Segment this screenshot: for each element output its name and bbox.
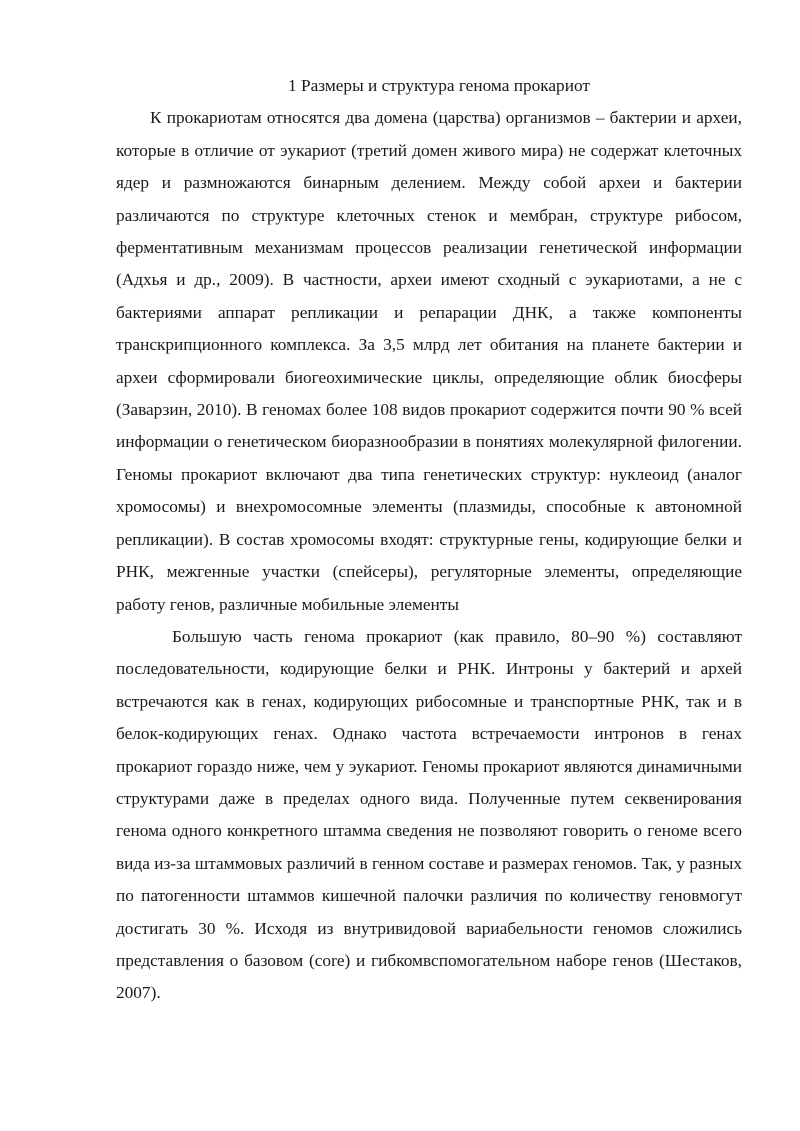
paragraph-2: Большую часть генома прокариот (как правило, 80–90 %) составляют последовательности, кодирующие белки и РНК. Интроны у бактерий и архей встречаются как в генах, кодирующих рибосомные и транспортные РНК, так и в белок-кодирующих генах. Однако частота встречаемости интронов в генах прокариот гораздо ниже, чем у эукариот. Геномы прокариот являются динамичными структурами даже в пределах одного вида. Полученные путем секвенирования генома одного конкретного штамма сведения не позволяют говорить о геноме всего вида из-за штаммовых различий в генном составе и размерах геномов. Так, у разных по патогенности штаммов кишечной палочки различия по количеству геновмогут достигать 30 %. Исходя из внутривидовой вариабельности геномов сложились представления о базовом (core) и гибкомвспомогательном наборе генов (Шестаков, 2007). [116, 626, 742, 1003]
document-page [116, 70, 742, 1010]
paragraph-1: К прокариотам относятся два домена (царства) организмов – бактерии и археи, которые в отличие от эукариот (третий домен живого мира) не содержат клеточных ядер и размножаются бинарным делением. Между собой археи и бактерии различаются по структуре клеточных стенок и мембран, структуре рибосом, ферментативным механизмам процессов реализации генетической информации (Адхья и др., 2009). В частности, археи имеют сходный с эукариотами, а не с бактериями аппарат репликации и репарации ДНК, а также компоненты транскрипционного комплекса. За 3,5 млрд лет обитания на планете бактерии и археи сформировали биогеохимические циклы, определяющие облик биосферы (Заварзин, 2010). В геномах более 108 видов прокариот содержится почти 90 % всей информации о генетическом биоразнообразии в понятиях молекулярной филогении. Геномы прокариот включают два типа генетических структур: нуклеоид (аналог хромосомы) и внехромосомные элементы (плазмиды, способные к автономной репликации). В состав хромосомы входят: структурные гены, кодирующие белки и РНК, межгенные участки (спейсеры), регуляторные элементы, определяющие работу генов, различные мобильные элементы [116, 108, 742, 614]
section-title: 1 Размеры и структура генома прокариот [288, 76, 590, 95]
